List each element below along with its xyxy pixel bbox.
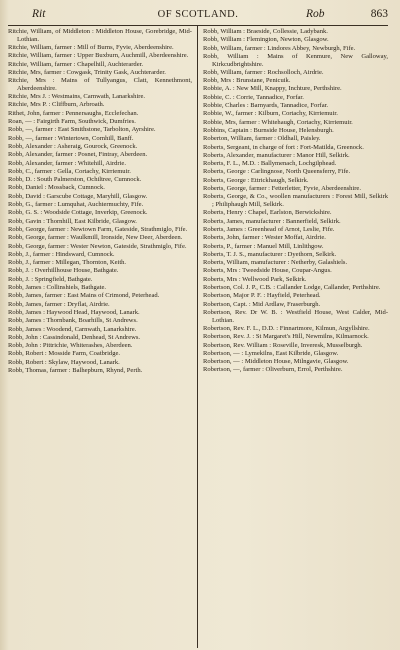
directory-entry: Robbie, A. : New Mill, Knappy, Inchture, Perthshire.	[203, 85, 342, 93]
directory-entry: Roberts, P., farmer : Manuel Mill, Linlithgow.	[203, 242, 324, 250]
directory-entry: Roberts, Alexander, manufacturer : Manor Hill, Selkirk.	[203, 151, 350, 159]
directory-entry: Ritchie, William, farmer : Mill of Burns, Fyvie, Aberdeenshire.	[8, 44, 174, 51]
directory-entry: Roberts, William, manufacturer : Netherby, Galashiels.	[203, 259, 348, 267]
directory-entry: Ritchie, Mrs, farmer : Cowgask, Trinity Gask, Auchterarder.	[8, 68, 166, 76]
directory-entry: Robb, Alexander : Asheraig, Gourock, Greenock.	[8, 142, 138, 150]
directory-entry: Roberts, Henry : Chapel, Earlston, Berwickshire.	[203, 209, 332, 217]
directory-entry: Roberts, James : Greenhead of Arnot, Leslie, Fife.	[203, 225, 335, 233]
directory-entry: Robb, Alexander, farmer : Posnet, Fintray, Aberdeen.	[8, 151, 148, 159]
directory-entry: Ritchie, Mrs P. : Cliffburn, Arbroath.	[8, 101, 105, 109]
directory-entry: Robertson, —, farmer : Oliverburn, Errol, Perthshire.	[203, 366, 343, 374]
page-header	[8, 4, 388, 26]
directory-entry: Robbins, Captain : Burnside House, Helensburgh.	[203, 126, 334, 134]
right-column	[198, 26, 388, 648]
directory-entry: Robertson, — : Middleton House, Milngavie, Glasgow.	[203, 358, 349, 366]
directory-entry: Robb, Robert : Skylaw, Haywood, Lanark.	[8, 358, 120, 366]
directory-entry: Robb, James, farmer : Dryflat, Airdrie.	[8, 300, 110, 308]
directory-entry: Roberts, Mrs : Tweedside House, Coupar-Angus.	[203, 267, 332, 275]
directory-entry: Ritchie, William, of Middleton : Middleton House, Gorebridge, Mid-Lothian.	[8, 28, 192, 43]
directory-entry: Robb, William : Braeside, Collessie, Ladybank.	[203, 28, 328, 35]
directory-entry: Roberts, George, farmer : Fetterletter, Fyvie, Aberdeenshire.	[203, 185, 361, 193]
directory-entry: Robb, —, farmer : Wintertown, Cornhill, Banff.	[8, 134, 134, 142]
directory-entry: Robb, —, farmer : East Smithstone, Tarbolton, Ayrshire.	[8, 126, 156, 134]
directory-entry: Robb, J., farmer : Millegan, Thornton, Keith.	[8, 259, 127, 267]
directory-entry: Robb, Mrs : Brunstane, Penicuik.	[203, 77, 291, 85]
directory-entry: Robb, George, farmer : Waulkmill, Ironside, New Deer, Aberdeen.	[8, 234, 183, 242]
directory-entry: Roberts, James, manufacturer : Bannerfield, Selkirk.	[203, 217, 341, 225]
header-left-word: Rit	[32, 8, 46, 20]
directory-columns	[8, 26, 388, 648]
directory-entry: Robertson, — : Lymekilns, East Kilbride, Glasgow.	[203, 349, 339, 357]
directory-entry: Robb, C., farmer : Gella, Cortachy, Kirriemuir.	[8, 167, 131, 175]
directory-entry: Robb, William : Flemington, Newton, Glasgow.	[203, 36, 329, 44]
directory-entry: Robb, Alexander, farmer : Whitehill, Airdrie.	[8, 159, 126, 167]
directory-entry: Robb, J., farmer : Hindsward, Cumnock.	[8, 250, 115, 258]
header-title: OF SCOTLAND.	[157, 9, 239, 20]
directory-entry: Robertson, Col. J. P., C.B. : Callander Lodge, Callander, Perthshire.	[203, 284, 381, 292]
directory-entry: Ritchie, William, farmer : Upper Buxburn, Auchmill, Aberdeenshire.	[8, 52, 189, 60]
directory-entry: Roberts, John, farmer : Wester Moffat, Airdrie.	[203, 234, 326, 242]
directory-entry: Robb, William, farmer : Rochsolloch, Airdrie.	[203, 68, 324, 76]
directory-entry: Roberts, T. J. S., manufacturer : Dyethorn, Selkirk.	[203, 250, 337, 258]
directory-entry: Robb, George, farmer : Newtown Farm, Gateside, Strathmiglo, Fife.	[8, 225, 188, 233]
directory-entry: Robbie, W., farmer : Kilburn, Cortachy, Kirriemuir.	[203, 110, 338, 118]
directory-entry: Robb, James : Collinshiels, Bathgate.	[8, 284, 107, 292]
directory-entry: Robertson, Rev. Dr W. B. : Westfield House, West Calder, Mid-Lothian.	[203, 308, 388, 324]
directory-entry: Roberts, George : Ettrickhaugh, Selkirk.	[203, 176, 309, 184]
directory-entry: Robertson, Rev. J. : St Margaret's Hill, Newmilns, Kilmarnock.	[203, 333, 369, 341]
directory-entry: Robertson, Rev. F. L., D.D. : Finnartmore, Kilmun, Argyllshire.	[203, 324, 370, 332]
directory-entry: Robb, Gavin : Thornhill, East Kilbride, Glasgow.	[8, 217, 137, 225]
directory-entry: Roberts, F. L., M.D. : Ballymenach, Lochgilphead.	[203, 160, 337, 168]
left-column	[8, 26, 198, 648]
directory-entry: Robb, William, farmer : Lindores Abbey, Newburgh, Fife.	[203, 44, 356, 52]
directory-entry: Robertson, Rev. William : Roseville, Inveresk, Musselburgh.	[203, 341, 363, 349]
directory-entry: Robb, James, farmer : East Mains of Crimond, Peterhead.	[8, 292, 160, 300]
directory-entry: Robb, G. S. : Woodside Cottage, Inverkip, Greenock.	[8, 209, 148, 217]
directory-entry: Ritchie, Mrs J. : Westmains, Carnwath, Lanarkshire.	[8, 93, 145, 101]
page-number: 863	[370, 8, 388, 20]
directory-entry: Robbie, Mrs, farmer : Whitehaugh, Cortachy, Kirriemuir.	[203, 118, 353, 126]
directory-entry: Roberts, Sergeant, in charge of fort : Fort-Matilda, Greenock.	[203, 143, 364, 151]
directory-entry: Roberts, George, & Co., woollen manufacturers : Forest Mill, Selkirk ; Philiphaugh Mill, Selkirk.	[203, 193, 388, 209]
directory-entry: Robb, James : Woodend, Carnwath, Lanarkshire.	[8, 325, 137, 333]
directory-entry: Roberton, William, farmer : Oldhall, Paisley.	[203, 135, 321, 143]
directory-entry: Robb, G., farmer : Lumquhat, Auchtermuchty, Fife.	[8, 201, 144, 209]
directory-entry: Robb, J. : Overhillhouse House, Bathgate.	[8, 267, 119, 275]
directory-entry: Robb, William : Mains of Kenmure, New Galloway, Kirkcudbrightshire.	[203, 52, 388, 68]
directory-entry: Roan, — : Fairgirth Farm, Southwick, Dumfries.	[8, 118, 136, 126]
directory-entry: Robb, John : Pittrichie, Whiterashes, Aberdeen.	[8, 342, 133, 350]
directory-entry: Robb, James : Haywood Head, Haywood, Lanark.	[8, 308, 140, 316]
directory-entry: Robb, John : Cassindonald, Denhead, St Andrews.	[8, 333, 141, 341]
directory-entry: Robbie, Charles : Barnyards, Tannadice, Forfar.	[203, 102, 329, 110]
directory-entry: Roberts, George : Carlingnose, North Queensferry, Fife.	[203, 168, 351, 176]
directory-entry: Robbie, C. : Corrie, Tannadice, Forfar.	[203, 93, 304, 101]
directory-entry: Robb, Thomas, farmer : Balhepburn, Rhynd, Perth.	[8, 366, 143, 374]
directory-entry: Robb, David : Garscube Cottage, Maryhill, Glasgow.	[8, 192, 148, 200]
header-right-word: Rob	[306, 8, 325, 20]
directory-entry: Robertson, Capt. : Mid Ardlaw, Fraserburgh.	[203, 300, 321, 308]
directory-entry: Robb, J. : Springfield, Bathgate.	[8, 275, 93, 283]
directory-entry: Rithet, John, farmer : Pennersaughs, Ecclefechan.	[8, 109, 139, 117]
directory-entry: Robb, Daniel : Mossback, Cumnock.	[8, 184, 105, 192]
directory-entry: Robb, Robert : Mosside Farm, Coatbridge.	[8, 350, 121, 358]
directory-entry: Robb, D. : South Palmerston, Ochiltree, Cumnock.	[8, 176, 142, 184]
directory-entry: Robb, George, farmer : Wester Newton, Gateside, Strathmiglo, Fife.	[8, 242, 187, 250]
directory-entry: Robb, James : Thornbank, Boarhills, St Andrews.	[8, 317, 138, 325]
directory-entry: Roberts, Mrs : Wellwood Park, Selkirk.	[203, 275, 307, 283]
directory-entry: Ritchie, Mrs : Mains of Tullyangus, Clatt, Kennethmont, Aberdeenshire.	[8, 77, 192, 92]
directory-entry: Ritchie, William, farmer : Chapelhill, Auchterarder.	[8, 60, 144, 68]
directory-entry: Robertson, Major P. F. : Hayfield, Peterhead.	[203, 292, 321, 300]
